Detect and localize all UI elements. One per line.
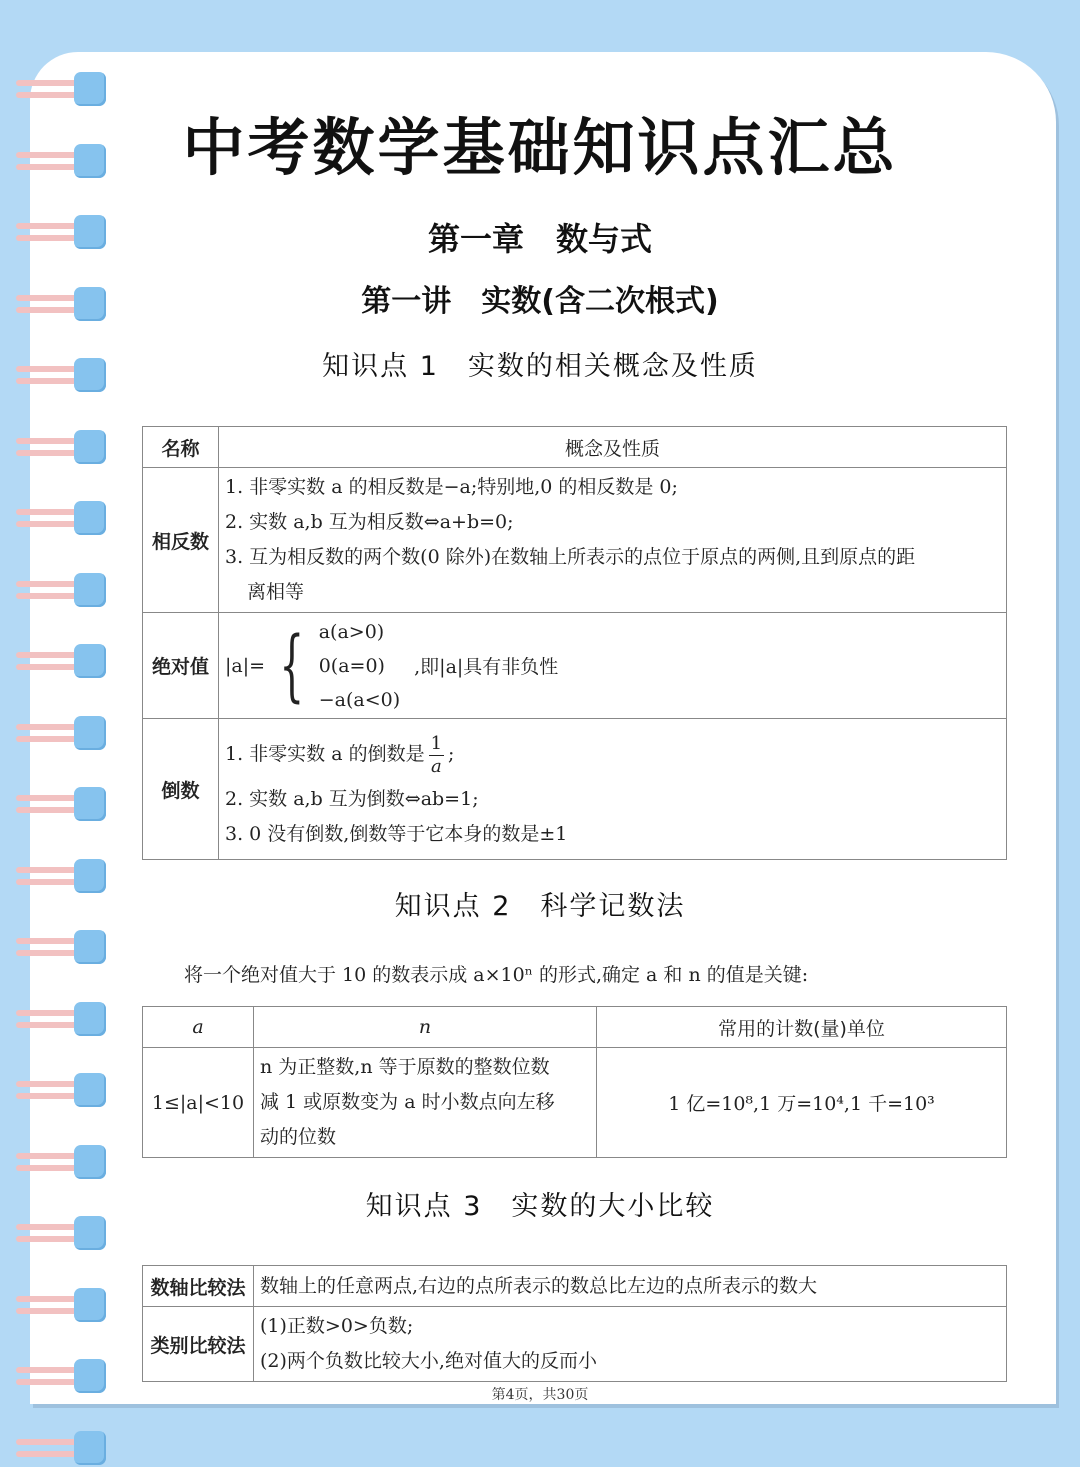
row-name: 绝对值 (143, 613, 219, 719)
content-line: n 为正整数,n 等于原数的整数位数 (260, 1056, 550, 1078)
table-row (143, 468, 1007, 613)
header-a: a (143, 1007, 254, 1048)
binding-ring (16, 644, 108, 680)
row-content: 数轴上的任意两点,右边的点所表示的数总比左边的点所表示的数大 (254, 1266, 1007, 1307)
binding-ring (16, 430, 108, 466)
brace-symbol: { (279, 620, 305, 711)
table-row (143, 1266, 1007, 1307)
binding-ring (16, 1073, 108, 1109)
page-title: 中考数学基础知识点汇总 (182, 111, 898, 184)
kp2-heading: 知识点 2 科学记数法 (394, 891, 686, 922)
reciprocal-end: ; (448, 743, 455, 765)
row-name: 倒数 (143, 719, 219, 860)
table-header-row (143, 1007, 1007, 1048)
content-line: (2)两个负数比较大小,绝对值大的反而小 (260, 1350, 597, 1372)
content-line: 离相等 (247, 581, 305, 603)
binding-ring (16, 787, 108, 823)
abs-lhs: |a|= (225, 654, 266, 677)
table-row (143, 1048, 1007, 1158)
content-line: 动的位数 (260, 1126, 337, 1148)
kp3-heading: 知识点 3 实数的大小比较 (365, 1191, 715, 1222)
cases (319, 615, 400, 717)
row-name: 数轴比较法 (143, 1266, 254, 1307)
row-name: 类别比较法 (143, 1307, 254, 1382)
lecture-heading: 第一讲 实数(含二次根式) (361, 284, 719, 319)
header-concept: 概念及性质 (219, 427, 1007, 468)
table-row (143, 1307, 1007, 1382)
fraction-denominator: a (430, 755, 442, 777)
table-row (143, 719, 1007, 860)
kp1-heading: 知识点 1 实数的相关概念及性质 (322, 351, 758, 382)
header-n: n (254, 1007, 597, 1048)
content-line: 减 1 或原数变为 a 时小数点向左移 (260, 1091, 555, 1113)
fraction-numerator: 1 (430, 732, 443, 754)
kp2-table (142, 1006, 1007, 1158)
fraction (429, 733, 444, 778)
kp3-table (142, 1265, 1007, 1382)
table-header-row (143, 427, 1007, 468)
piecewise-formula (225, 615, 1005, 717)
cell-units: 1 亿=10⁸,1 万=10⁴,1 千=10³ (597, 1048, 1007, 1158)
row-name: 相反数 (143, 468, 219, 613)
binding-ring (16, 716, 108, 752)
binding-ring (16, 930, 108, 966)
content-line (219, 726, 1006, 782)
reciprocal-text: 1. 非零实数 a 的倒数是 (225, 743, 425, 765)
case-line: a(a>0) (318, 620, 385, 643)
content-line: 3. 0 没有倒数,倒数等于它本身的数是±1 (225, 823, 568, 845)
binding-ring (16, 1002, 108, 1038)
kp1-table (142, 426, 1007, 860)
row-content (219, 468, 1007, 613)
page-footer: 第4页，共30页 (491, 1387, 589, 1403)
abs-tail: ,即|a|具有非负性 (414, 656, 559, 678)
content-line: 2. 实数 a,b 互为相反数⇔a+b=0; (225, 511, 514, 533)
header-name: 名称 (143, 427, 219, 468)
binding-ring (16, 1145, 108, 1181)
binding-ring (16, 501, 108, 537)
cell-a: 1≤|a|<10 (143, 1048, 254, 1158)
case-line: 0(a=0) (318, 654, 385, 677)
binding-ring (16, 573, 108, 609)
cell-n (254, 1048, 597, 1158)
content-line: 2. 实数 a,b 互为倒数⇔ab=1; (225, 788, 479, 810)
row-content (219, 719, 1007, 860)
chapter-heading: 第一章 数与式 (427, 220, 652, 258)
table-row (143, 613, 1007, 719)
kp2-intro: 将一个绝对值大于 10 的数表示成 a×10ⁿ 的形式,确定 a 和 n 的值是关键: (184, 964, 809, 986)
row-content (219, 613, 1007, 719)
content-line: 3. 互为相反数的两个数(0 除外)在数轴上所表示的点位于原点的两侧,且到原点的距 (225, 546, 916, 568)
case-line: −a(a<0) (318, 688, 401, 711)
binding-ring (16, 1288, 108, 1324)
content-line: (1)正数>0>负数; (260, 1315, 414, 1337)
row-content (254, 1307, 1007, 1382)
content-line: 1. 非零实数 a 的相反数是−a;特别地,0 的相反数是 0; (225, 476, 678, 498)
header-units: 常用的计数(量)单位 (597, 1007, 1007, 1048)
